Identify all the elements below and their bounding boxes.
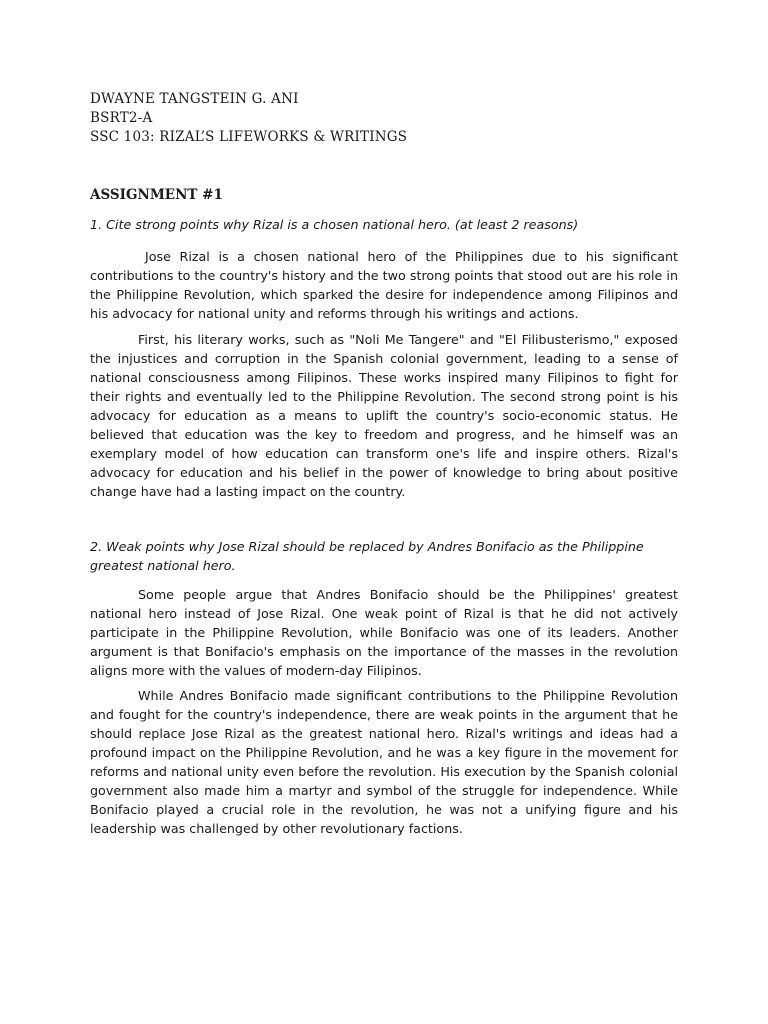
question-1: 1. Cite strong points why Rizal is a chosen national hero. (at least 2 reasons)	[90, 217, 579, 232]
course-title: SSC 103: RIZAL’S LIFEWORKS & WRITINGS	[90, 129, 408, 145]
answer-2-paragraph-2: While Andres Bonifacio made significant contributions to the Philippine Revolution and fought for the country's independence, there are weak points in the argument that he should replace Jose Rizal as the greatest national hero. Rizal's writings and ideas had a profound impact on the Philippine Revolution, and he was a key figure in the movement for reforms and national unity even before the revolution. His execution by the Spanish colonial government also made him a martyr and symbol of the struggle for independence. While Bonifacio played a crucial role in the revolution, he was not a unifying figure and his leadership was challenged by other revolutionary factions.	[90, 688, 678, 836]
question-2: 2. Weak points why Jose Rizal should be replaced by Andres Bonifacio as the Philippine greatest national hero.	[90, 539, 644, 573]
answer-1-paragraph-2: First, his literary works, such as "Noli Me Tangere" and "El Filibusterismo," exposed the injustices and corruption in the Spanish colonial government, leading to a sense of national consciousness among Filipinos. These works inspired many Filipinos to fight for their rights and eventually led to the Philippine Revolution. The second strong point is his advocacy for education as a means to uplift the country's socio-economic status. He believed that education was the key to freedom and progress, and he himself was an exemplary model of how education can transform one's life and inspire others. Rizal's advocacy for education and his belief in the power of knowledge to bring about positive change have had a lasting impact on the country.	[90, 332, 678, 499]
answer-2-paragraph-1: Some people argue that Andres Bonifacio should be the Philippines' greatest national hero instead of Jose Rizal. One weak point of Rizal is that he did not actively participate in the Philippine Revolution, while Bonifacio was one of its leaders. Another argument is that Bonifacio's emphasis on the importance of the masses in the revolution aligns more with the values of modern-day Filipinos.	[90, 587, 678, 678]
assignment-title: ASSIGNMENT #1	[90, 187, 223, 203]
student-section: BSRT2-A	[90, 110, 153, 126]
student-name: DWAYNE TANGSTEIN G. ANI	[90, 91, 299, 107]
document-header	[90, 90, 407, 147]
answer-1-paragraph-1: Jose Rizal is a chosen national hero of the Philippines due to his significant contributions to the country's history and the two strong points that stood out are his role in the Philippine Revolution, which sparked the desire for independence among Filipinos and his advocacy for national unity and reforms through his writings and actions.	[90, 249, 678, 321]
